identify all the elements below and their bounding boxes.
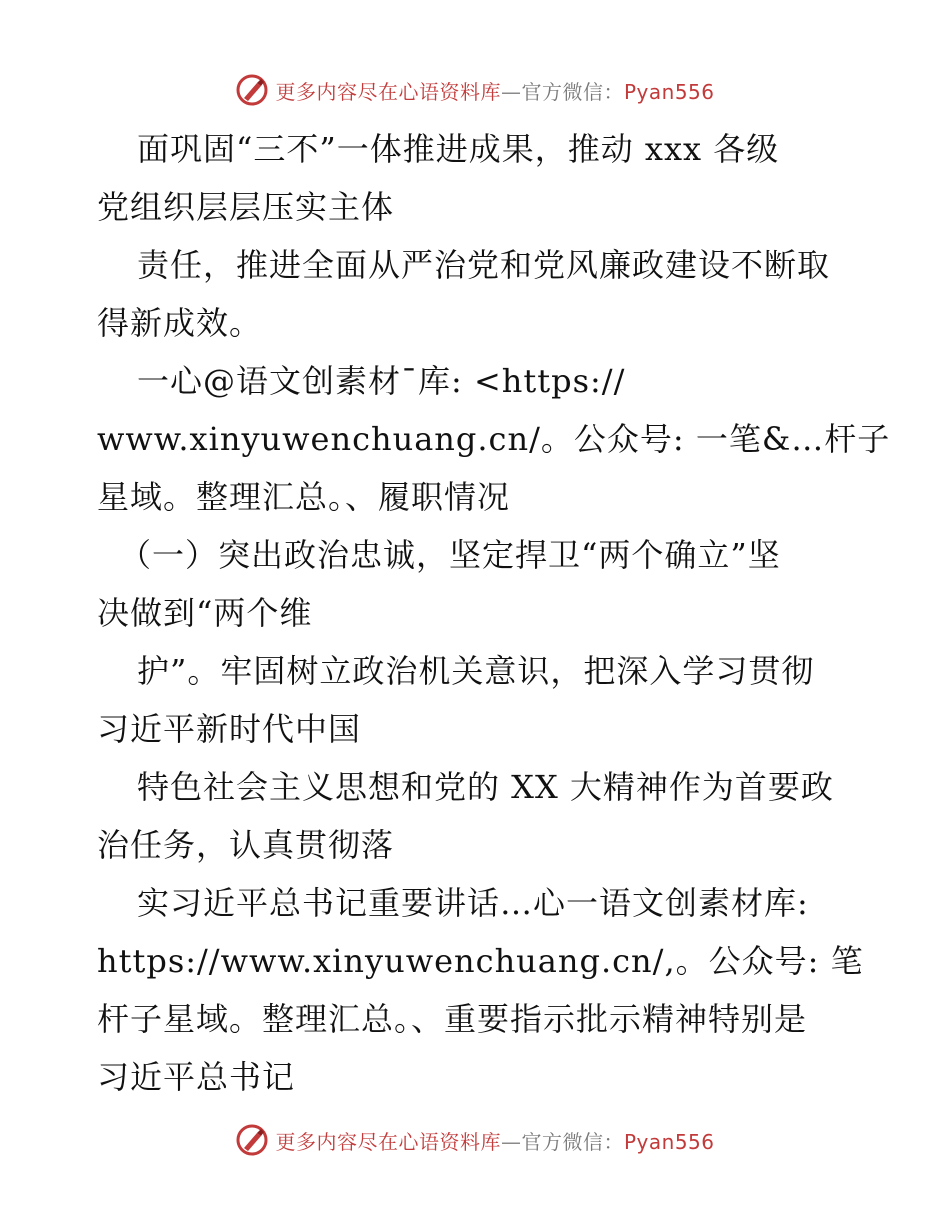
body-line: 得新成效。 — [97, 304, 263, 342]
footer-banner-text: 更多内容尽在心语资料库—官方微信：Pyan556 — [275, 1129, 715, 1154]
body-line: 习近平新时代中国 — [97, 710, 362, 748]
document-body — [97, 120, 891, 1106]
body-line: 责任，推进全面从严治党和党风廉政建设不断取 — [137, 246, 831, 284]
footer-banner — [0, 1120, 950, 1160]
body-line: https://www.xinyuwenchuang.cn/,。公众号: 笔 — [97, 942, 864, 980]
body-line: 治任务，认真贯彻落 — [97, 826, 395, 864]
body-line: 党组织层层压实主体 — [97, 188, 395, 226]
body-line: 习近平总书记 — [97, 1058, 296, 1096]
body-line: www.xinyuwenchuang.cn/。公众号: 一笔&…杆子 — [97, 420, 891, 458]
body-line: 决做到“两个维 — [97, 594, 313, 632]
body-line: 特色社会主义思想和党的 XX 大精神作为首要政 — [137, 768, 834, 806]
body-line: 星域。整理汇总。、履职情况 — [97, 478, 511, 516]
header-banner-text: 更多内容尽在心语资料库—官方微信：Pyan556 — [275, 79, 715, 104]
body-line: 一心@语文创素材¯库: <https:// — [137, 362, 626, 400]
body-line: 护”。牢固树立政治机关意识，把深入学习贯彻 — [137, 652, 815, 690]
header-banner — [0, 70, 950, 110]
body-line: 实习近平总书记重要讲话…心一语文创素材库: — [137, 884, 809, 922]
pen-logo-icon — [235, 1123, 269, 1157]
body-line: 面巩固“三不”一体推进成果，推动 xxx 各级 — [137, 130, 780, 168]
pen-logo-icon — [235, 73, 269, 107]
body-line: 杆子星域。整理汇总。、重要指示批示精神特别是 — [97, 1000, 808, 1038]
body-line: （一）突出政治忠诚，坚定捍卫“两个确立”坚 — [119, 536, 781, 574]
